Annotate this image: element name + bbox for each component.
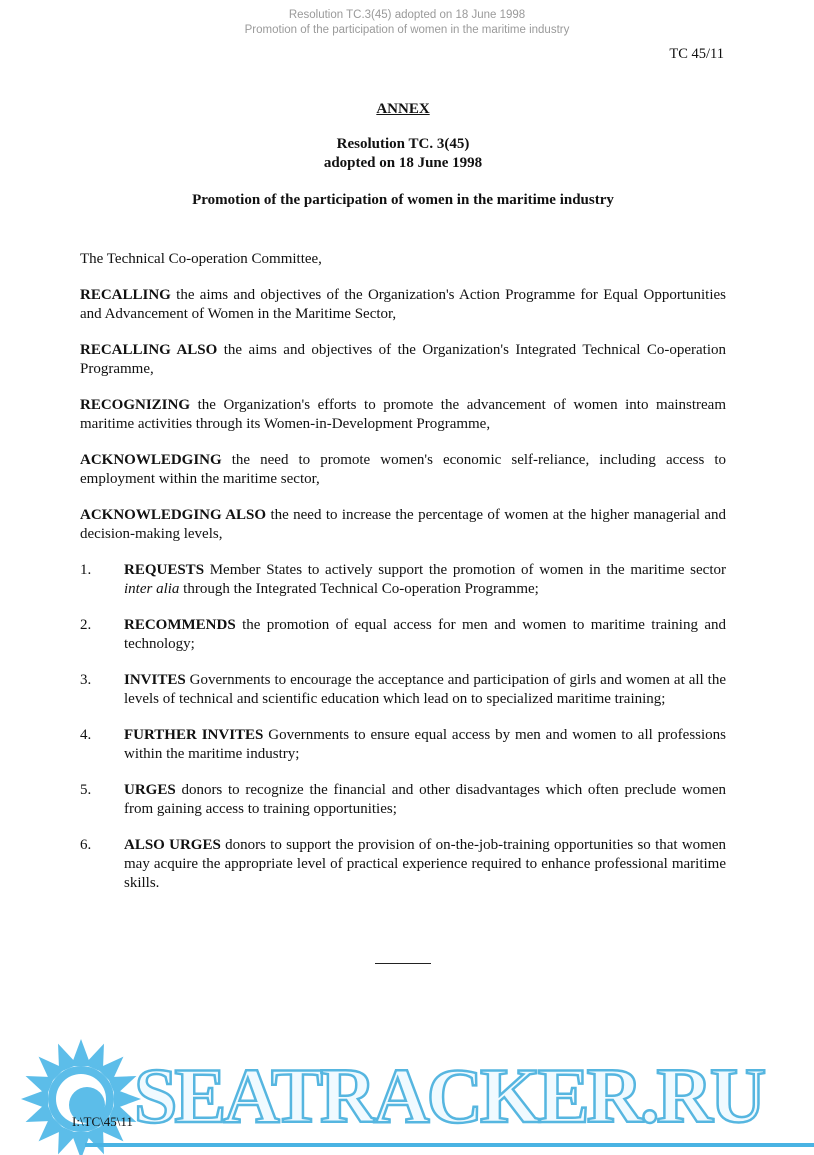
document-reference: TC 45/11: [669, 46, 724, 62]
operative-keyword: REQUESTS: [124, 562, 205, 578]
scan-header: [0, 0, 814, 38]
operative-text: [124, 836, 726, 893]
operative-keyword: RECOMMENDS: [124, 617, 236, 633]
watermark-text: [132, 1048, 812, 1148]
operative-text: [124, 616, 726, 654]
preamble-keyword: RECOGNIZING: [80, 397, 191, 413]
sun-icon: [18, 1036, 144, 1155]
annex-heading: ANNEX: [376, 101, 430, 117]
operative-keyword: FURTHER INVITES: [124, 727, 264, 743]
operative-text: [124, 781, 726, 819]
document-content: [0, 101, 814, 964]
operative-text: [124, 726, 726, 764]
operative-number: 6.: [80, 837, 92, 853]
preamble-keyword: RECALLING: [80, 287, 171, 303]
preamble-keyword: ACKNOWLEDGING: [80, 452, 222, 468]
operative-text: [124, 561, 726, 599]
resolution-subject: Promotion of the participation of women in the maritime industry: [192, 192, 614, 208]
operative-body: the promotion of equal access for men and women to maritime training and technology;: [124, 617, 727, 652]
operative-item: [80, 671, 726, 709]
preamble-paragraph: [80, 341, 726, 379]
operative-number: 5.: [80, 782, 92, 798]
preamble-text: the need to promote women's economic self-reliance, including access to employment within the maritime sector,: [80, 452, 726, 487]
watermark: [0, 1030, 814, 1155]
preamble-paragraph: [80, 506, 726, 544]
operative-number: 2.: [80, 617, 92, 633]
footer-file-reference: I:\TC\45\11: [72, 1114, 133, 1129]
operative-keyword: ALSO URGES: [124, 837, 221, 853]
operative-number: 1.: [80, 562, 92, 578]
operative-keyword: URGES: [124, 782, 176, 798]
scan-header-line-1: Resolution TC.3(45) adopted on 18 June 1998: [288, 9, 526, 21]
operative-body: donors to recognize the financial and other disadvantages which often preclude women from gaining access to training opportunities;: [124, 782, 727, 817]
resolution-line-2: adopted on 18 June 1998: [323, 155, 483, 171]
preamble-text: the aims and objectives of the Organization's Action Programme for Equal Opportunities and Advancement of Women in the Maritime Sector,: [80, 287, 726, 322]
resolution-heading: [80, 135, 726, 173]
operative-item: [80, 561, 726, 599]
preamble-keyword: ACKNOWLEDGING ALSO: [80, 507, 267, 523]
svg-text:SEATRACKER.RU: SEATRACKER.RU: [134, 1052, 764, 1139]
preamble-text: the Organization's efforts to promote the advancement of women into mainstream maritime activities through its Women-in-Development Programme,: [80, 397, 727, 432]
preamble-keyword: RECALLING ALSO: [80, 342, 218, 358]
operative-body: Member States to actively support the promotion of women in the maritime sector: [209, 562, 726, 578]
end-separator: [375, 963, 431, 964]
operative-body: Governments to ensure equal access by men and women to all professions within the maritime industry;: [124, 727, 726, 762]
operative-item: [80, 781, 726, 819]
scan-header-line-2: Promotion of the participation of women in the maritime industry: [244, 24, 570, 36]
intro-paragraph: The Technical Co-operation Committee,: [80, 251, 322, 267]
operative-keyword: INVITES: [124, 672, 186, 688]
preamble-text: the aims and objectives of the Organization's Integrated Technical Co-operation Programme,: [80, 342, 727, 377]
preamble-text: the need to increase the percentage of women at the higher managerial and decision-making levels,: [80, 507, 727, 542]
preamble-paragraph: [80, 286, 726, 324]
operative-body: donors to support the provision of on-the-job-training opportunities so that women may acquire the appropriate level of practical experience required to enhance professional maritime skills.: [124, 837, 726, 891]
operative-text: [124, 671, 726, 709]
operative-item: [80, 836, 726, 893]
preamble-paragraph: [80, 396, 726, 434]
operative-item: [80, 616, 726, 654]
operative-item: [80, 726, 726, 764]
preamble-paragraph: [80, 451, 726, 489]
resolution-line-1: Resolution TC. 3(45): [336, 136, 470, 152]
operative-body-post: through the Integrated Technical Co-operation Programme;: [183, 581, 539, 597]
operative-body: Governments to encourage the acceptance and participation of girls and women at all the levels of technical and scientific education which lead on to specialized maritime training;: [124, 672, 726, 707]
bottom-rule: [85, 1143, 814, 1147]
operative-number: 4.: [80, 727, 92, 743]
operative-number: 3.: [80, 672, 92, 688]
operative-italic: inter alia: [124, 581, 180, 597]
